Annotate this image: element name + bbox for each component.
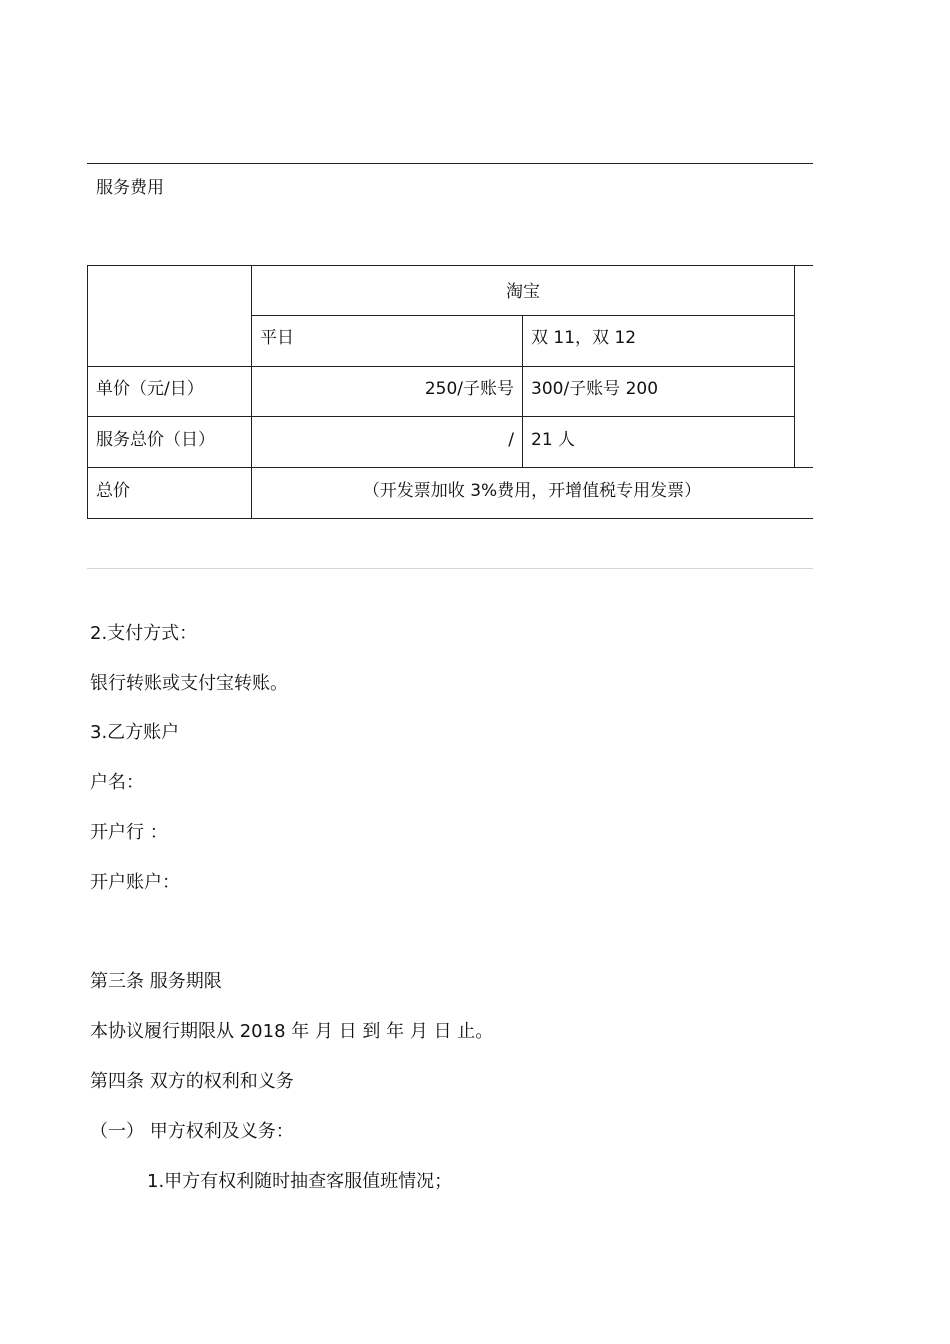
table-line bbox=[87, 265, 813, 266]
table-border-top bbox=[87, 163, 813, 164]
table-line bbox=[87, 467, 813, 468]
table-line bbox=[87, 518, 813, 519]
table-title: 服务费用 bbox=[96, 178, 164, 198]
table-border-bottom bbox=[87, 568, 813, 569]
table-line bbox=[87, 265, 88, 518]
platform-header: 淘宝 bbox=[506, 282, 540, 302]
table-line bbox=[522, 315, 523, 467]
row-unit-price-label: 单价（元/日） bbox=[96, 379, 204, 399]
party-a-item1: 1.甲方有权利随时抽查客服值班情况； bbox=[147, 1171, 453, 1192]
row-total-label: 总价 bbox=[96, 481, 130, 501]
bank-label: 开户行 ： bbox=[90, 822, 168, 843]
table-line bbox=[87, 366, 795, 367]
account-name: 户名： bbox=[90, 772, 144, 793]
unit-price-holiday: 300/子账号 200 bbox=[531, 379, 659, 399]
col-holiday: 双 11，双 12 bbox=[531, 328, 637, 348]
row-total-service-label: 服务总价（日） bbox=[96, 430, 215, 450]
total-service-holiday: 21 人 bbox=[531, 430, 576, 450]
payment-heading: 2.支付方式： bbox=[90, 623, 198, 644]
account-heading: 3.乙方账户 bbox=[90, 722, 180, 743]
table-line bbox=[251, 315, 795, 316]
payment-method: 银行转账或支付宝转账。 bbox=[90, 673, 288, 694]
account-number: 开户账户： bbox=[90, 872, 180, 893]
article3-title: 第三条 服务期限 bbox=[90, 971, 222, 992]
article3-text: 本协议履行期限从 2018 年 月 日 到 年 月 日 止。 bbox=[90, 1021, 494, 1042]
total-note: （开发票加收 3%费用，开增值税专用发票） bbox=[362, 481, 702, 501]
table-line bbox=[87, 416, 795, 417]
unit-price-weekday: 250/子账号 bbox=[424, 379, 514, 399]
col-weekday: 平日 bbox=[260, 328, 294, 348]
party-a-heading: （一） 甲方权利及义务： bbox=[90, 1121, 294, 1142]
total-service-weekday: / bbox=[508, 430, 514, 450]
article4-title: 第四条 双方的权利和义务 bbox=[90, 1071, 294, 1092]
